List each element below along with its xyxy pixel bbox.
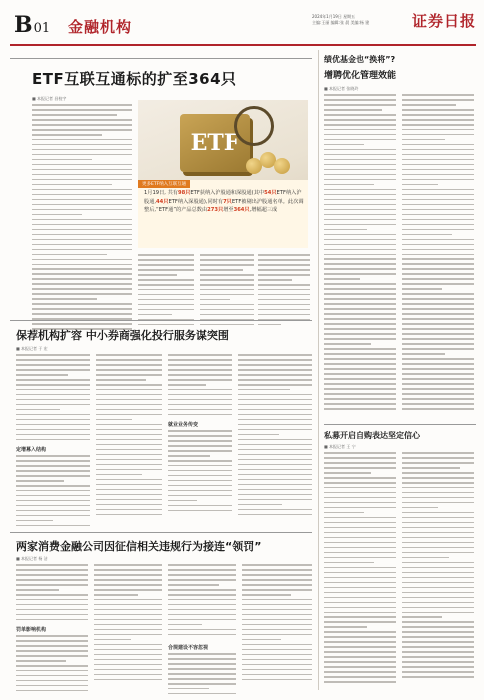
mid-box-subhead: 就业业务传变	[168, 422, 199, 428]
bottom-col-1-text	[16, 564, 88, 624]
bottom-col-2-text	[94, 564, 162, 684]
left-mid-col-1b-text	[16, 455, 90, 530]
bottom-subhead-2: 合规建设不容忽视	[168, 645, 209, 651]
etf-info-panel	[138, 180, 308, 248]
header-rule	[10, 44, 476, 46]
etf-panel-tag: 更多ETF纳入互联互通	[138, 180, 190, 188]
header-info: 2024年1月19日 星期五 主编:王丽 编辑:张 晨 美编:杨 建	[312, 14, 370, 25]
bottom-headline: 两家消费金融公司因征信相关违规行为接连“领罚”	[16, 540, 262, 553]
bottom-col-4-text	[242, 564, 312, 684]
main-headline: ETF互联互通标的扩至364只	[32, 70, 237, 88]
magnifier-icon	[234, 106, 274, 146]
right-top-col-1-text	[324, 94, 396, 413]
etf-cube: ETF	[180, 114, 250, 172]
bottom-col-3-text	[168, 564, 236, 639]
left-mid-subhead: 定增募入结构	[16, 447, 47, 453]
right-mid-byline: ■ 本报记者 王 宁	[324, 444, 356, 449]
main-col-4-text	[258, 254, 310, 329]
main-top-rule	[10, 58, 312, 59]
newspaper-logo: 证券日报	[412, 12, 477, 30]
etf-panel-caption: 1月19日, 共有98只ETF获纳入沪股通和深股通(其中54只ETF纳入沪股通,44只ETF纳入深股通),同时有7只ETF被剔出沪股通名单。此次调整后,“ETF通”的产品总数由273只增至364只,增幅超三成	[144, 190, 304, 213]
bottom-rule	[10, 532, 312, 533]
bottom-subhead-1: 罚单影响机构	[16, 627, 47, 633]
bottom-col-1b-text	[16, 635, 88, 695]
bottom-col-3b-text	[168, 653, 236, 698]
bottom-byline: ■ 本报记者 杨 洁	[16, 556, 48, 561]
etf-illustration	[138, 100, 308, 248]
right-mid-col-1-text	[324, 452, 396, 686]
left-mid-col-3b-text	[168, 430, 232, 515]
right-top-kicker: 绩优基金也“换将”?	[324, 55, 396, 64]
main-col-3-text	[200, 254, 254, 329]
right-top-headline: 增聘优化管理效能	[324, 71, 397, 81]
right-mid-col-2-text	[402, 452, 474, 681]
mid-rule-right	[324, 424, 476, 425]
right-top-col-2-text	[402, 94, 474, 413]
left-mid-col-1-text	[16, 354, 90, 444]
left-mid-col-2-text	[96, 354, 162, 518]
main-col-1-text	[32, 104, 132, 333]
left-mid-col-3-text	[168, 354, 232, 419]
left-mid-col-4-text	[238, 354, 312, 518]
left-mid-byline: ■ 本报记者 于 宏	[16, 346, 48, 351]
coins-icon	[246, 146, 300, 176]
right-mid-headline: 私募开启自购表达坚定信心	[324, 431, 420, 440]
main-col-2-text	[138, 254, 194, 329]
masthead	[0, 0, 484, 46]
mid-rule-left	[10, 320, 312, 321]
left-mid-headline: 保荐机构扩容 中小券商强化投行服务谋突围	[16, 329, 229, 342]
right-top-byline: ■ 本报记者 张晓玲	[324, 86, 359, 91]
page-number: B01	[14, 12, 51, 38]
main-byline: ■ 本报记者 昌校宇	[32, 96, 67, 101]
section-title: 金融机构	[68, 18, 133, 36]
column-divider	[318, 50, 319, 690]
